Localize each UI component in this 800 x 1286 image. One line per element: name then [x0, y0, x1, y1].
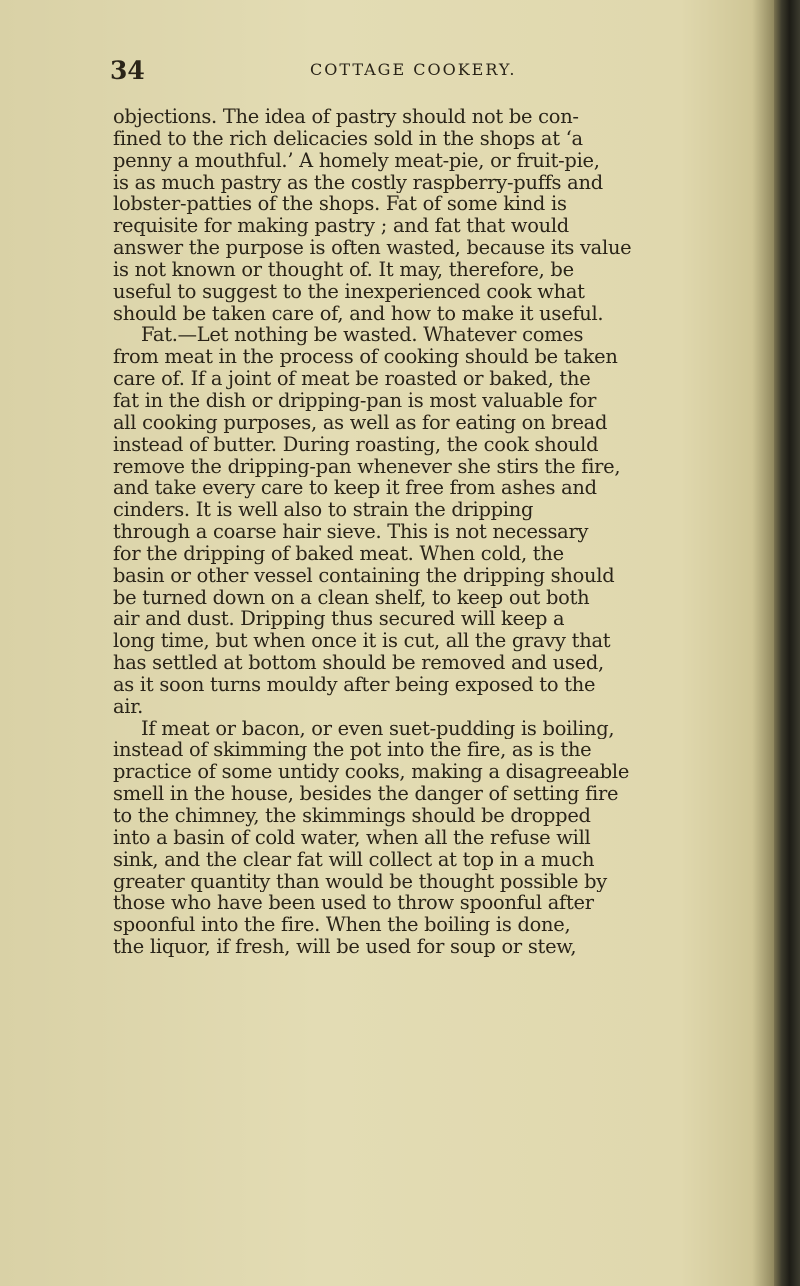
text-line: those who have been used to throw spoonful after [113, 892, 594, 915]
text-line: as it soon turns mouldy after being exposed to the [113, 673, 596, 696]
text-line: fined to the rich delicacies sold in the shops at ‘a [113, 127, 583, 150]
text-line: smell in the house, besides the danger of setting fire [113, 783, 619, 805]
section-heading-line: Fat.—Let nothing be wasted. Whatever comes [141, 324, 584, 347]
text-line: instead of butter. During roasting, the cook should [113, 433, 599, 456]
text-line: be turned down on a clean shelf, to keep out both [113, 586, 590, 609]
text-line: should be taken care of, and how to make it useful. [113, 302, 604, 325]
text-line: fat in the dish or dripping-pan is most valuable for [113, 389, 597, 412]
text-line: objections. The idea of pastry should not be con- [113, 106, 579, 128]
text-line: remove the dripping-pan whenever she stirs the fire, [113, 455, 621, 478]
text-line: air. [113, 695, 144, 718]
text-line: greater quantity than would be thought possible by [113, 870, 607, 893]
text-line: instead of skimming the pot into the fire, as is the [113, 739, 592, 762]
text-line: air and dust. Dripping thus secured will keep a [113, 608, 565, 631]
text-line: all cooking purposes, as well as for eating on bread [113, 411, 608, 434]
text-line: requisite for making pastry ; and fat that would [113, 215, 569, 238]
text-line: to the chimney, the skimmings should be dropped [113, 805, 591, 827]
paragraph-start-line: If meat or bacon, or even suet-pudding is boiling, [141, 717, 615, 740]
text-line: for the dripping of baked meat. When cold, the [113, 542, 564, 565]
text-line: and take every care to keep it free from ashes and [113, 477, 597, 500]
text-line: long time, but when once it is cut, all the gravy that [113, 630, 611, 653]
text-line: the liquor, if fresh, will be used for soup or stew, [113, 936, 577, 958]
text-line: spoonful into the fire. When the boiling is done, [113, 914, 571, 937]
text-line: into a basin of cold water, when all the refuse will [113, 826, 591, 849]
text-line: practice of some untidy cooks, making a disagreeable [113, 761, 630, 784]
text-line: basin or other vessel containing the dripping should [113, 564, 615, 587]
text-line: cinders. It is well also to strain the dripping [113, 499, 534, 522]
text-line: care of. If a joint of meat be roasted or baked, the [113, 368, 591, 390]
text-line: through a coarse hair sieve. This is not necessary [113, 521, 589, 543]
text-line: useful to suggest to the inexperienced cook what [113, 280, 585, 303]
page-number: 34 [110, 56, 145, 85]
text-line: penny a mouthful.’ A homely meat-pie, or fruit-pie, [113, 149, 600, 172]
text-line: is as much pastry as the costly raspberry-puffs and [113, 171, 603, 194]
text-line: answer the purpose is often wasted, because its value [113, 237, 632, 259]
page-edge-shadow [774, 0, 800, 1286]
running-head [110, 56, 770, 86]
text-line: lobster-patties of the shops. Fat of some kind is [113, 193, 567, 216]
running-title: COTTAGE COOKERY. [310, 60, 517, 79]
text-line: has settled at bottom should be removed and used, [113, 652, 604, 674]
text-line: from meat in the process of cooking should be taken [113, 346, 618, 369]
text-line: is not known or thought of. It may, therefore, be [113, 258, 574, 281]
body-text [113, 106, 773, 958]
text-line: sink, and the clear fat will collect at top in a much [113, 848, 595, 871]
